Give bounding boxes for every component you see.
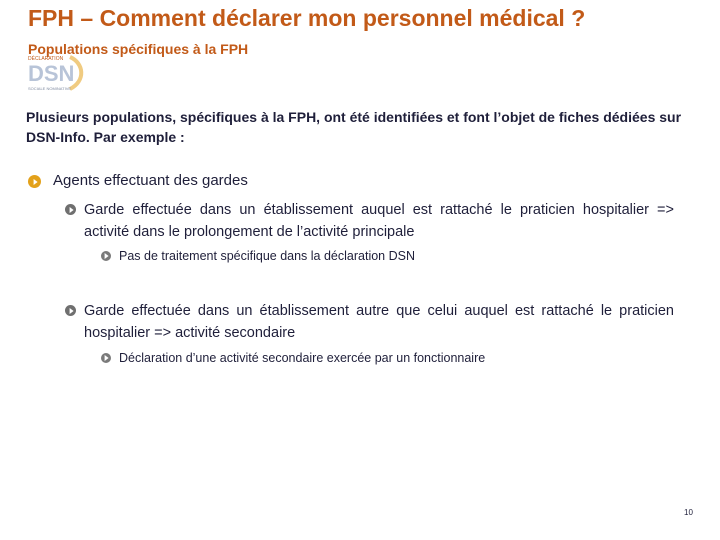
slide-subtitle: Populations spécifiques à la FPH [28,41,249,57]
bullet-arrow-icon [65,204,76,215]
intro-paragraph: Plusieurs populations, spécifiques à la FPH, ont été identifiées et font l’objet de fiches dédiées sur DSN-Info. Par exemple : [26,109,682,145]
logo-top-text: DÉCLARATION [28,56,64,62]
logo-main-text: DSN [28,61,75,86]
level1-item: Agents effectuant des gardes [53,172,248,189]
list-item-guard-same: Garde effectuée dans un établissement auquel est rattaché le praticien hospitalier => activité dans le prolongement de l’activité principale [84,202,674,240]
bullet-arrow-icon [101,353,111,363]
bullet-arrow-icon [28,175,41,188]
slide-title: FPH – Comment déclarer mon personnel médical ? [28,5,586,31]
bullet-arrow-icon [101,251,111,261]
bullet-arrow-icon [65,305,76,316]
list-item-guard-other: Garde effectuée dans un établissement autre que celui auquel est rattaché le praticien hospitalier => activité secondaire [84,303,674,341]
logo-bottom-text: SOCIALE NOMINATIVE [28,86,72,91]
sub-item-guard-other: Déclaration d’une activité secondaire exercée par un fonctionnaire [119,351,486,365]
sub-item-guard-same: Pas de traitement spécifique dans la déclaration DSN [119,249,415,263]
dsn-logo [26,53,92,93]
page-number: 10 [684,508,693,517]
